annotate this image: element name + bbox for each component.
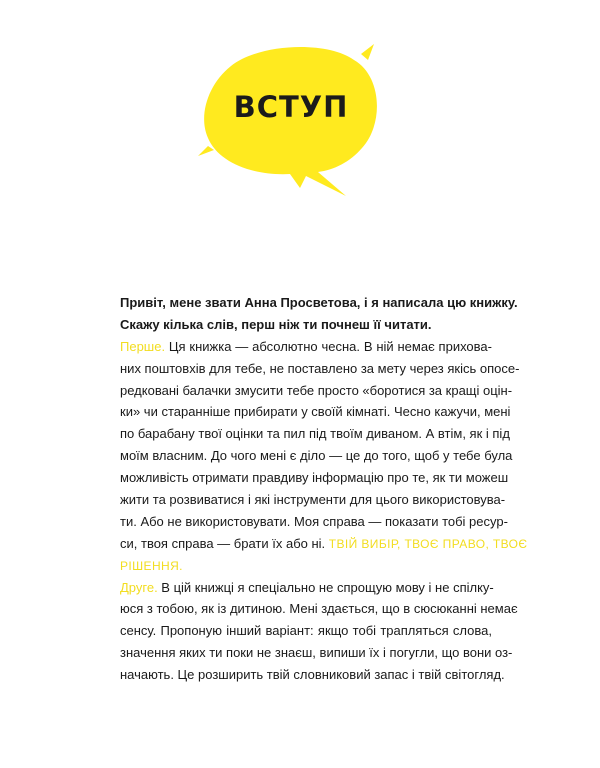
intro-line: Привіт, мене звати Анна Просветова, і я написала цю книжку. [120, 295, 518, 310]
intro-line: Скажу кілька слів, перш ніж ти почнеш її читати. [120, 316, 432, 332]
text-line [120, 577, 492, 599]
text-line: ти. Або не використовувати. Моя справа — показати тобі ресур- [120, 513, 508, 529]
intro-paragraph [120, 292, 518, 336]
text-line: значення яких ти поки не знаєш, випиши їх і погугли, що вони оз- [120, 645, 513, 661]
lead-word: Перше. [120, 338, 166, 354]
title-speech-bubble [196, 38, 386, 198]
text-line: моїм власним. До чого мені є діло — це до того, щоб у тебе була [120, 448, 513, 464]
text-run: Ця книжка — абсолютно чесна. В ній немає прихова- [165, 338, 492, 354]
text-line [120, 336, 492, 358]
text-line [120, 533, 528, 555]
text-line: по барабану твої оцінки та пил під твоїм диваном. А втім, як і під [120, 426, 510, 442]
page-title: ВСТУП [233, 90, 349, 124]
text-line: редковані балачки змусити тебе просто «боротися за кращі оцін- [120, 382, 513, 398]
text-line: юся з тобою, як із дитиною. Мені здається, що в сюсюканні немає [120, 601, 518, 617]
paragraph-second [120, 577, 518, 686]
body-text [120, 292, 528, 686]
text-line: ки» чи старанніше прибирати у своїй кімнаті. Чесно кажучи, мені [120, 404, 511, 420]
text-line: жити та розвиватися і які інструменти для цього використовува- [120, 492, 506, 508]
text-line [120, 555, 492, 577]
text-run: В цій книжці я спеціально не спрощую мову і не спілку- [157, 579, 494, 595]
text-line: них поштовхів для тебе, не поставлено за мету через якісь опосе- [120, 360, 520, 376]
highlight-text: РІШЕННЯ. [120, 558, 183, 573]
paragraph-first [120, 336, 528, 577]
lead-word: Друге. [120, 579, 158, 595]
text-line: начають. Це розширить твій словниковий запас і твій світогляд. [120, 667, 505, 683]
highlight-text: ТВІЙ ВИБІР, ТВОЄ ПРАВО, ТВОЄ [328, 536, 528, 551]
text-line: можливість отримати правдиву інформацію про те, як ти можеш [120, 470, 509, 486]
text-run: си, твоя справа — брати їх або ні. [120, 535, 329, 551]
text-line: сенсу. Пропоную інший варіант: якщо тобі трапляться слова, [120, 623, 492, 639]
